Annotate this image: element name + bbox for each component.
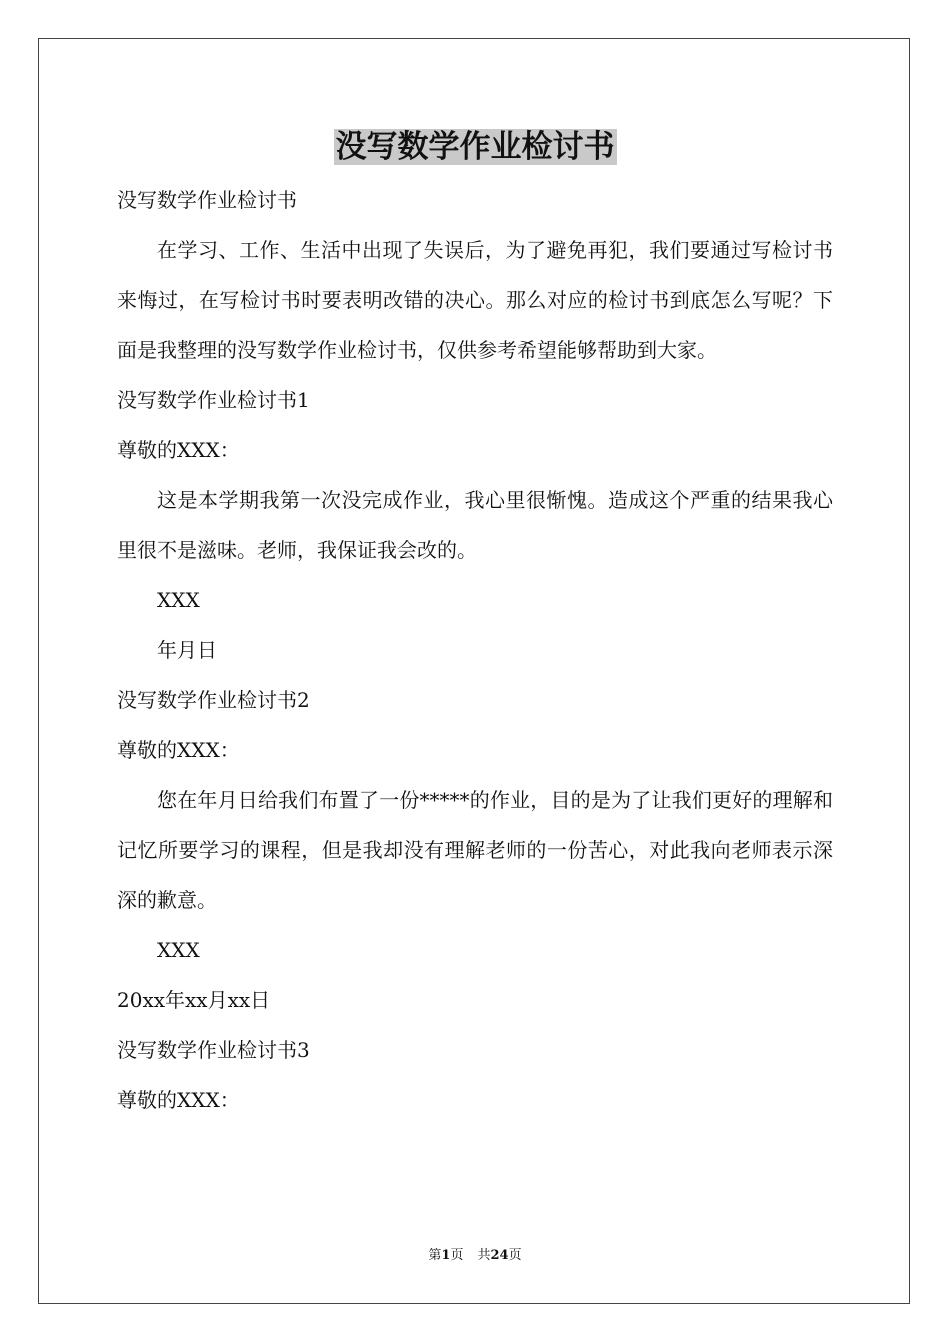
document-title-text: 没写数学作业检讨书: [335, 129, 615, 165]
section-1-heading: 没写数学作业检讨书1: [117, 388, 310, 412]
footer-total-prefix: 共: [477, 1248, 491, 1263]
section-1-body: 这是本学期我第一次没完成作业，我心里很惭愧。造成这个严重的结果我心里很不是滋味。老师，我保证我会改的。: [117, 488, 833, 562]
footer-page-suffix: 页: [450, 1248, 464, 1263]
section-2-heading: 没写数学作业检讨书2: [117, 688, 310, 712]
page-footer: [0, 1246, 950, 1266]
section-3-heading: 没写数学作业检讨书3: [117, 1038, 310, 1062]
intro-paragraph: 在学习、工作、生活中出现了失误后，为了避免再犯，我们要通过写检讨书来悔过，在写检讨书时要表明改错的决心。那么对应的检讨书到底怎么写呢？下面是我整理的没写数学作业检讨书，仅供参考希望能够帮助到大家。: [117, 238, 833, 362]
document-body: [117, 175, 833, 1125]
section-2-body: 您在年月日给我们布置了一份*****的作业，目的是为了让我们更好的理解和记忆所要学习的课程，但是我却没有理解老师的一份苦心，对此我向老师表示深深的歉意。: [117, 788, 833, 912]
section-2-salutation: 尊敬的XXX：: [117, 738, 240, 762]
section-1-salutation: 尊敬的XXX：: [117, 438, 240, 462]
footer-page-prefix: 第: [428, 1248, 442, 1263]
section-3-salutation: 尊敬的XXX：: [117, 1088, 240, 1112]
footer-total-suffix: 页: [508, 1248, 522, 1263]
section-2-date: 20xx年xx月xx日: [117, 988, 271, 1012]
section-1-signature: XXX: [157, 588, 200, 612]
section-1-date: 年月日: [157, 638, 217, 662]
footer-page-total: 24: [490, 1248, 509, 1263]
footer-page-current: 1: [441, 1248, 451, 1263]
document-title: [0, 127, 950, 167]
section-2-signature: XXX: [157, 938, 200, 962]
document-subtitle: 没写数学作业检讨书: [117, 188, 297, 212]
